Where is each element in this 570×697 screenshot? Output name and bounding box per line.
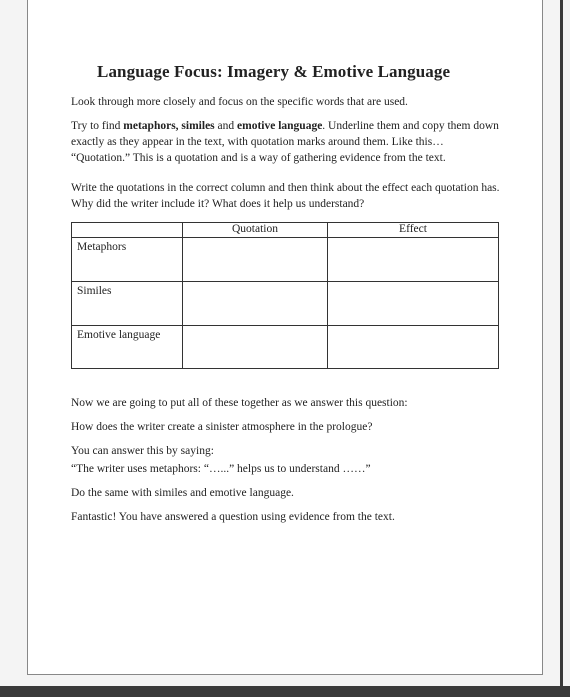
metaphors-effect-cell[interactable] — [328, 238, 499, 282]
instruction-text — [71, 118, 501, 166]
similes-quotation-cell[interactable] — [183, 282, 328, 326]
page-title: Language Focus: Imagery & Emotive Language — [97, 62, 451, 81]
intro-text: Look through more closely and focus on the specific words that are used. — [71, 96, 408, 108]
emotive-effect-cell[interactable] — [328, 326, 499, 369]
instruction-pre: Try to find — [71, 120, 124, 132]
table-header-quotation: Quotation — [183, 223, 328, 238]
table-row — [72, 326, 499, 369]
table-header-row — [72, 223, 499, 238]
answer-line-1: You can answer this by saying: — [71, 445, 214, 457]
bottom-edge — [0, 686, 570, 697]
quotation-table — [71, 222, 499, 369]
instruction-mid: and — [214, 120, 238, 132]
row-label-emotive-language: Emotive language — [72, 326, 183, 369]
table-header-effect: Effect — [328, 223, 499, 238]
row-label-similes: Similes — [72, 282, 183, 326]
row-label-metaphors: Metaphors — [72, 238, 183, 282]
same-text: Do the same with similes and emotive language. — [71, 487, 294, 499]
instruction-post: . Underline them and copy them down exactly as they appear in the text, with quotation marks around them. Like this… “Quotation.” This is a quotation and is a way of gathering evidence from the text. — [71, 120, 499, 164]
metaphors-quotation-cell[interactable] — [183, 238, 328, 282]
question-text: How does the writer create a sinister atmosphere in the prologue? — [71, 421, 373, 433]
similes-effect-cell[interactable] — [328, 282, 499, 326]
emotive-quotation-cell[interactable] — [183, 326, 328, 369]
together-text: Now we are going to put all of these together as we answer this question: — [71, 397, 408, 409]
columns-instruction: Write the quotations in the correct column and then think about the effect each quotation has. Why did the writer include it? What does it help us understand? — [71, 182, 500, 210]
table-row — [72, 282, 499, 326]
table-row — [72, 238, 499, 282]
instruction-bold-emotive: emotive language — [237, 120, 323, 132]
answer-line-2: “The writer uses metaphors: “…...” helps us to understand ……” — [71, 463, 371, 475]
scroll-edge — [560, 0, 563, 697]
fantastic-text: Fantastic! You have answered a question using evidence from the text. — [71, 511, 395, 523]
worksheet-content — [71, 62, 501, 533]
table-header-blank — [72, 223, 183, 238]
instruction-bold-metaphors-similes: metaphors, similes — [123, 120, 215, 132]
